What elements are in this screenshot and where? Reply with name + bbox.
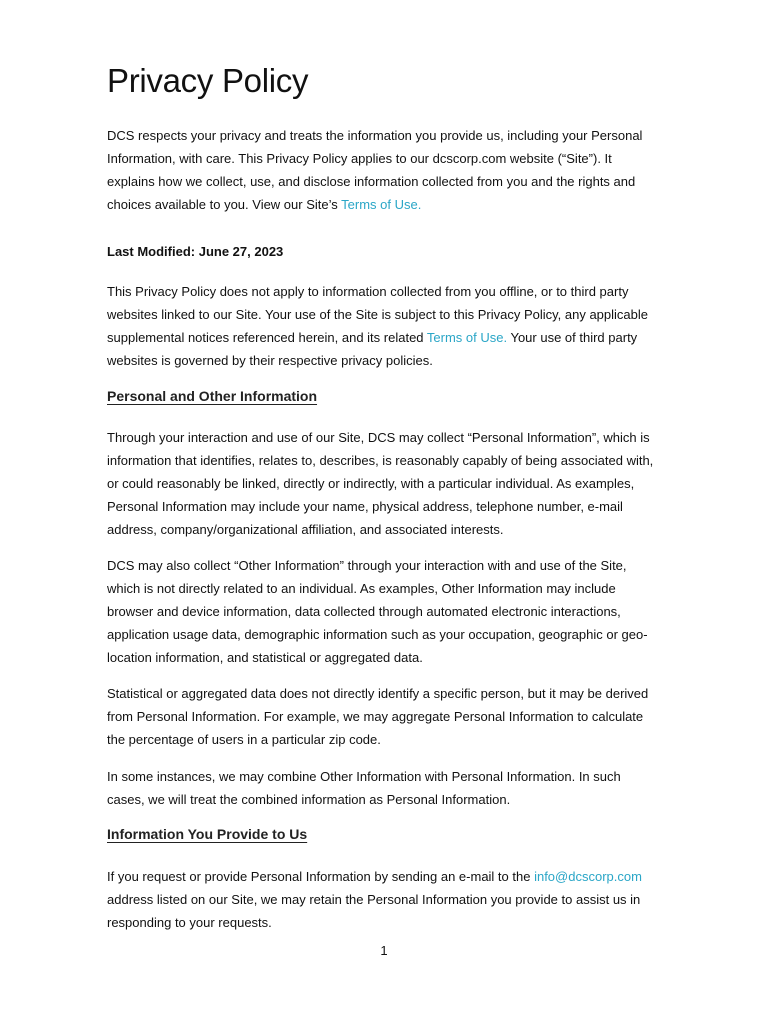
section-heading-info-you-provide: Information You Provide to Us: [107, 826, 308, 842]
info-email-link[interactable]: info@dcscorp.com: [534, 869, 642, 884]
scope-line-text: supplemental notices referenced herein, and its related: [107, 330, 427, 345]
aggregated-data-paragraph: [107, 682, 669, 751]
scope-line: [107, 326, 669, 349]
intro-line-text: choices available to you. View our Site’s: [107, 197, 342, 212]
scope-line: websites linked to our Site. Your use of the Site is subject to this Privacy Policy, any applicable: [107, 307, 648, 322]
terms-of-use-link-2[interactable]: Terms of Use.: [426, 330, 508, 345]
scope-line: This Privacy Policy does not apply to information collected from you offline, or to third party: [107, 284, 629, 299]
paragraph-line-text: If you request or provide Personal Information by sending an e-mail to the: [107, 869, 535, 884]
intro-line: [107, 193, 669, 216]
paragraph-line: application usage data, demographic information such as your occupation, geographic or geo-: [107, 627, 648, 642]
page-number: 1: [380, 943, 388, 958]
intro-paragraph: [107, 124, 669, 216]
paragraph-line: or could reasonably be linked, directly or indirectly, with a particular individual. As examples,: [107, 476, 635, 491]
scope-line: websites is governed by their respective privacy policies.: [107, 353, 433, 368]
paragraph-line: Statistical or aggregated data does not directly identify a specific person, but it may be derived: [107, 686, 649, 701]
paragraph-line: location information, and statistical or aggregated data.: [107, 650, 423, 665]
paragraph-line: cases, we will treat the combined information as Personal Information.: [107, 792, 511, 807]
scope-paragraph: [107, 280, 669, 372]
paragraph-line: DCS may also collect “Other Information” through your interaction with and use of the Site,: [107, 558, 627, 573]
intro-line: Information, with care. This Privacy Policy applies to our dcscorp.com website (“Site”). It: [107, 151, 612, 166]
other-info-paragraph: [107, 554, 669, 669]
paragraph-line: responding to your requests.: [107, 915, 272, 930]
paragraph-line: which is not directly related to an individual. As examples, Other Information may include: [107, 581, 616, 596]
page-title: Privacy Policy: [107, 62, 309, 99]
paragraph-line: Through your interaction and use of our Site, DCS may collect “Personal Information”, which is: [107, 430, 650, 445]
paragraph-line: [107, 865, 669, 888]
personal-info-paragraph: [107, 426, 669, 541]
intro-line: explains how we collect, use, and disclose information collected from you and the rights and: [107, 174, 636, 189]
last-modified-date: Last Modified: June 27, 2023: [107, 244, 284, 259]
scope-line-text: Your use of third party: [507, 330, 638, 345]
paragraph-line: browser and device information, data collected through automated electronic interactions,: [107, 604, 621, 619]
paragraph-line: from Personal Information. For example, we may aggregate Personal Information to calculate: [107, 709, 644, 724]
paragraph-line: address, company/organizational affiliation, and associated interests.: [107, 522, 504, 537]
intro-line: DCS respects your privacy and treats the information you provide us, including your Personal: [107, 128, 643, 143]
paragraph-line: address listed on our Site, we may retain the Personal Information you provide to assist us in: [107, 892, 641, 907]
paragraph-line: information that identifies, relates to, describes, is reasonably capably of being associated with,: [107, 453, 654, 468]
info-you-provide-paragraph: [107, 865, 669, 934]
paragraph-line: Personal Information may include your name, physical address, telephone number, e-mail: [107, 499, 623, 514]
terms-of-use-link[interactable]: Terms of Use.: [341, 197, 422, 212]
section-heading-personal-other-info: Personal and Other Information: [107, 388, 318, 404]
combined-info-paragraph: [107, 765, 669, 811]
paragraph-line: In some instances, we may combine Other Information with Personal Information. In such: [107, 769, 621, 784]
paragraph-line: the percentage of users in a particular zip code.: [107, 732, 381, 747]
